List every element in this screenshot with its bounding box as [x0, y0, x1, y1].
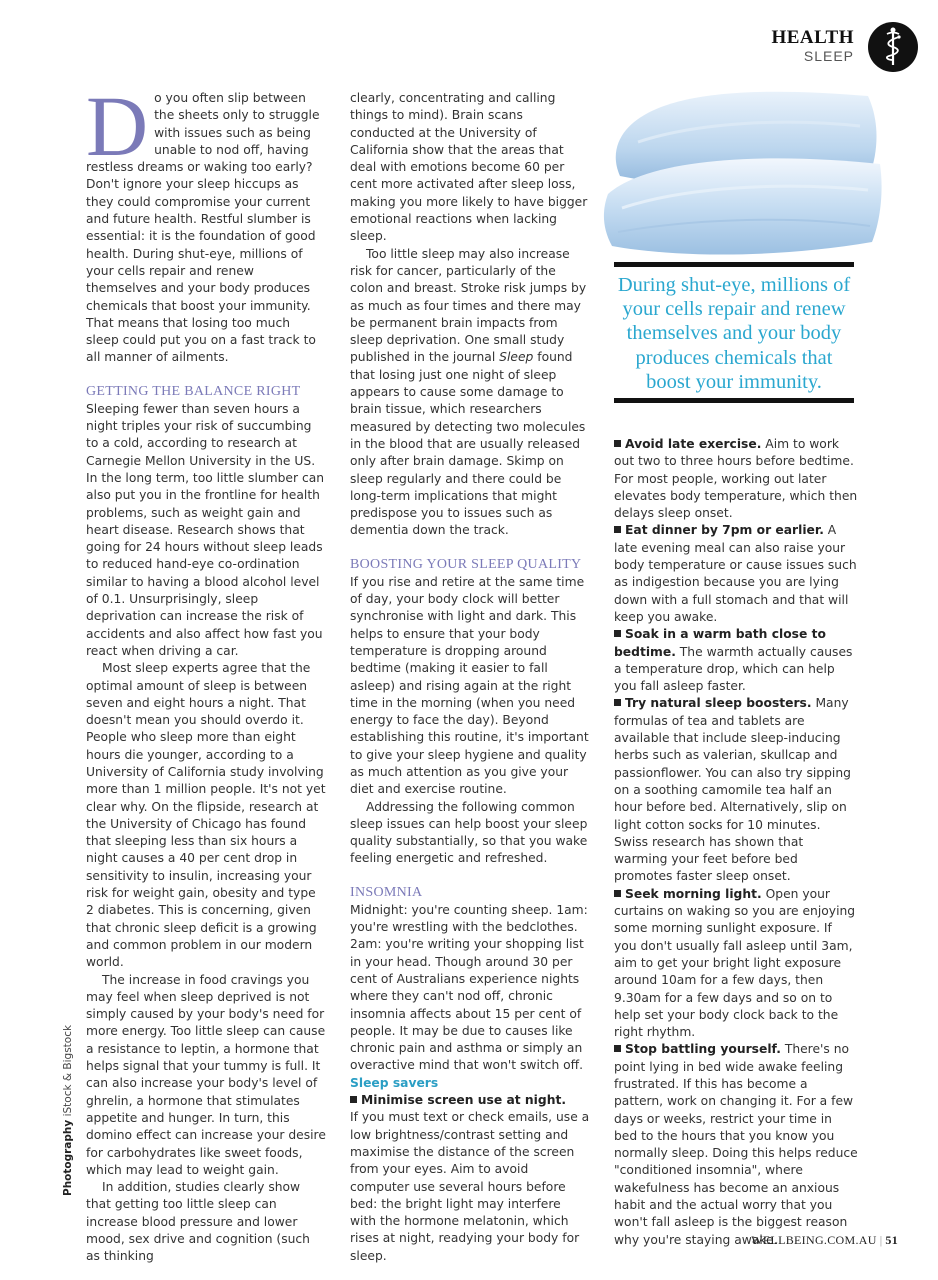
tip-body: If you must text or check emails, use a low brightness/contrast setting and maximise the distance of the screen from your eyes. Aim to avoid computer use several hours before bed: the bright light may interfere with the hormone melatonin, which rises at night, readying your body for sleep.: [350, 1110, 590, 1263]
tip-item: Minimise screen use at night.: [350, 1092, 590, 1109]
footer-site: WELLBEING.COM.AU: [751, 1233, 877, 1247]
pull-quote: [614, 262, 854, 403]
heading-balance: GETTING THE BALANCE RIGHT: [86, 383, 301, 399]
pull-quote-rule-bottom: [614, 398, 854, 403]
paragraph: The increase in food cravings you may feel when sleep deprived is not simply caused by your body's need for more energy. Too little sleep can cause a resistance to leptin, a hormone that helps signal that your tummy is full. It can also increase your body's level of ghrelin, a hormone that stimulates appetite and hunger. In turn, this domino effect can increase your desire for carbohydrates like sweet foods, which may lead to weight gain.: [86, 972, 326, 1177]
paragraph: Too little sleep may also increase risk for cancer, particularly of the colon and breast. Stroke risk jumps by as much as four times and there may be permanent brain impacts from sleep deprivation. One small study published in the journal Sleep found that losing just one night of sleep appears to cause some damage to brain tissue, which researchers measured by detecting two molecules in the blood that are usually released only after brain damage. Skimp on sleep regularly and there could be long-term implications that might predispose you to issues such as dementia down the track.: [350, 246, 587, 538]
bullet-square-icon: [614, 440, 621, 447]
bullet-square-icon: [614, 890, 621, 897]
column-2: [350, 90, 590, 1265]
tip-item: Try natural sleep boosters. Many formulas of tea and tablets are available that include sleep-inducing herbs such as valerian, skullcap and passionflower. You can also try sipping on a soothing camomile tea half an hour before bed. Alternatively, slip on light cotton socks for 10 minutes. Swiss research has shown that warming your feet before bed promotes faster sleep onset.: [614, 696, 851, 884]
tip-item: Stop battling yourself. There's no point lying in bed wide awake feeling frustrated. If this has become a pattern, work on changing it. For a few days or weeks, restrict your time in bed to the hours that you know you normally sleep. Doing this helps reduce "conditioned insomnia", where wakefulness has become an anxious habit and the actual worry that you won't fall asleep is the biggest reason why you're staying awake.: [614, 1042, 858, 1247]
bullet-square-icon: [614, 526, 621, 533]
bullet-square-icon: [350, 1096, 357, 1103]
photo-credit: Photography iStock & Bigstock: [62, 1024, 74, 1196]
bullet-square-icon: [614, 630, 621, 637]
tip-item: Avoid late exercise. Aim to work out two to three hours before bedtime. For most people, working out later elevates body temperature, which then delays sleep onset.: [614, 437, 858, 521]
tip-item: Seek morning light. Open your curtains on waking so you are enjoying some morning sunlight exposure. If you don't usually fall asleep until 3am, aim to get your bright light exposure around 10am for a few days, then 9.30am for a few days and so on to help set your body clock back to the right rhythm.: [614, 886, 856, 1040]
column-3: [614, 436, 858, 1249]
intro-paragraph: Do you often slip between the sheets only to struggle with issues such as being unable to nod off, having restless dreams or waking too early? Don't ignore your sleep hiccups as they could compromise your current and future health. Restful slumber is essential: it is the foundation of good health. During shut-eye, millions of your cells repair and renew themselves and your body produces chemicals that boost your immunity. That means that losing too much sleep could put you on a fast track to all manner of ailments.: [86, 78, 320, 365]
caduceus-icon: [868, 22, 918, 72]
section-title: HEALTH: [771, 27, 854, 48]
page-number: 51: [885, 1233, 898, 1247]
paragraph: Midnight: you're counting sheep. 1am: you're wrestling with the bedclothes. 2am: you're writing your shopping list in your head. Though around 30 per cent of Australians experience nights where they can't nod off, chronic insomnia affects about 15 per cent of people. It may be due to causes like chronic pain and asthma or simply an overactive mind that won't switch off.: [350, 902, 588, 1073]
drop-cap: D: [86, 78, 149, 174]
journal-name: Sleep: [499, 350, 534, 365]
sleep-savers-title: Sleep savers: [350, 1075, 439, 1090]
paragraph: If you rise and retire at the same time of day, your body clock will better synchronise with light and dark. This helps to ensure that your body temperature is dropping around bedtime (making it easier to fall asleep) and rising again at the right time in the morning (when you need energy to face the day). Beyond establishing this routine, it's important to give your sleep hygiene and quality as much attention as you give your diet and exercise routine.: [350, 574, 589, 797]
heading-boosting: BOOSTING YOUR SLEEP QUALITY: [350, 556, 582, 572]
paragraph: Sleeping fewer than seven hours a night triples your risk of succumbing to a cold, according to research at Carnegie Mellon University in the US. In the long term, too little slumber can also put you in the frontline for health problems, such as weight gain and heart disease. Research shows that going for 24 hours without sleep leads to reduced hand-eye co-ordination similar to having a blood alcohol level of 0.1. Unsurprisingly, sleep deprivation can increase the risk of accidents and also affect how fast you react when driving a car.: [86, 401, 325, 658]
column-1: [86, 78, 326, 1266]
section-header: [771, 28, 854, 64]
heading-insomnia: INSOMNIA: [350, 884, 423, 900]
pillow-image: [598, 82, 883, 260]
paragraph: Most sleep experts agree that the optimal amount of sleep is between seven and eight hours a night. That doesn't mean you should overdo it. People who sleep more than eight hours die younger, according to a University of California study involving more than 1 million people. It's not yet clear why. On the flipside, research at the University of Chicago has found that sleeping less than six hours a night causes a 40 per cent drop in sensitivity to insulin, increasing your risk for weight gain, obesity and type 2 diabetes. This is concerning, given that chronic sleep deficit is a growing and common problem in our modern world.: [86, 661, 326, 970]
paragraph: Addressing the following common sleep issues can help boost your sleep quality substantially, so that you wake feeling energetic and refreshed.: [350, 799, 588, 866]
pull-quote-text: During shut-eye, millions of your cells repair and renew themselves and your body produces chemicals that boost your immunity.: [617, 274, 851, 393]
paragraph: clearly, concentrating and calling things to mind). Brain scans conducted at the University of California show that the areas that deal with emotions become 60 per cent more activated after sleep loss, making you more likely to have bigger emotional reactions when lacking sleep.: [350, 91, 588, 244]
tip-item: Soak in a warm bath close to bedtime. The warmth actually causes a temperature drop, which can help you fall asleep faster.: [614, 627, 853, 694]
section-subtitle: SLEEP: [803, 48, 854, 64]
paragraph: In addition, studies clearly show that getting too little sleep can increase blood pressure and lower mood, sex drive and cognition (such as thinking: [86, 1180, 310, 1264]
tip-item: Eat dinner by 7pm or earlier. A late evening meal can also raise your body temperature or cause issues such as indigestion because you are lying down with a full stomach and that will keep you awake.: [614, 523, 857, 624]
bullet-square-icon: [614, 1045, 621, 1052]
footer-separator: |: [879, 1233, 883, 1247]
bullet-square-icon: [614, 699, 621, 706]
page-footer: [751, 1233, 898, 1248]
